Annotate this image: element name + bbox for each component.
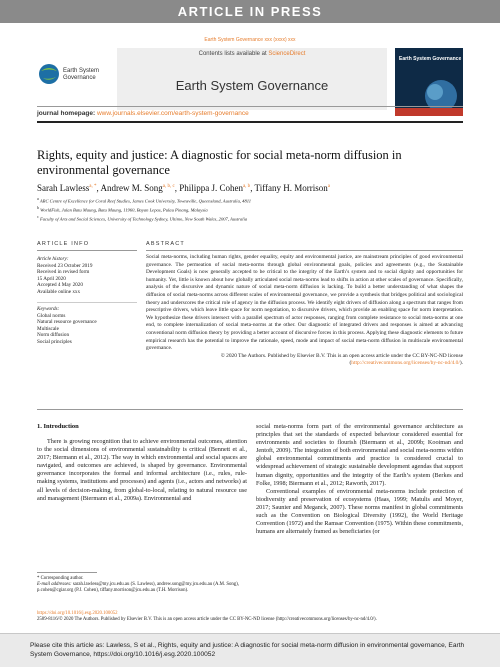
cover-title: Earth System Governance: [399, 56, 462, 62]
article-in-press-banner: ARTICLE IN PRESS: [0, 0, 500, 23]
keyword: Social principles: [37, 338, 72, 345]
keywords-rule: [37, 302, 137, 303]
author-2-marks[interactable]: a, b, c: [162, 184, 175, 189]
globe-logo-icon: [37, 54, 107, 110]
keywords: [37, 306, 137, 346]
footnote-rule: [37, 572, 97, 573]
intro-left-column: [37, 438, 247, 503]
author-1: Sarah Lawless: [37, 183, 90, 193]
keyword: Global norms: [37, 312, 66, 319]
journal-logo: [37, 54, 107, 110]
intro-paragraph: social meta-norms form part of the environmental governance architecture as principles that set the standards of expected behaviour considered essential for environments and societies to flourish (Biermann et al., 2009b; Kooiman and Jentoft, 2009). The integration of both environmental and social meta-norms within global environmental commitments and practice is considered crucial to widespread achievement of strategic sustainable development agendas that support human dignity, opportunities and the integrity of the Earth’s system (Berkes and Folke, 1998; Biermann et al., 2012; Raworth, 2017).: [256, 423, 463, 487]
introduction-heading: 1. Introduction: [37, 423, 79, 430]
keyword: Natural resource governance: [37, 319, 97, 326]
contents-available: [117, 51, 387, 57]
footnote: [37, 576, 247, 595]
masthead-center: [117, 48, 387, 110]
citation-box: [0, 633, 500, 667]
homepage-link[interactable]: www.journals.elsevier.com/earth-system-governance: [96, 110, 249, 117]
history-item: 15 April 2020: [37, 275, 66, 282]
masthead-divider: [37, 106, 463, 107]
affiliation-b: $^b$ WorldFish, Jalan Batu Maung, Batu Maung, 11960, Bayan Lepas, Pulau Pinang, Malaysia: [37, 205, 208, 213]
keyword: Norm diffusion: [37, 332, 70, 339]
abstract-rule: [146, 250, 463, 251]
doi-link[interactable]: https://doi.org/10.1016/j.esg.2020.100052: [37, 611, 118, 616]
doi-block: [37, 611, 463, 624]
abstract-heading: ABSTRACT: [146, 241, 185, 247]
intro-paragraph: Conventional examples of environmental meta-norms include protection of biodiversity and preservation of ecosystems (Haas, 1999; Matulis and Moyer, 2017; Saunier and Meganck, 2007). These norms manifest in global commitments such as the Convention on Biological Diversity (1992), the World Heritage Convention (1972) and the Ramsar Convention (1975). Within these commitments, humans are alternately framed as beneficiaries (or: [256, 487, 463, 536]
author-4-marks[interactable]: a: [327, 184, 331, 189]
affiliation-a: $^a$ ARC Centre of Excellence for Coral Reef Studies, James Cook University, Townsville, Queensland, Australia, 4811: [37, 196, 252, 204]
article-history: [37, 256, 137, 296]
homepage-label: journal homepage:: [37, 110, 96, 117]
history-label: Article history:: [37, 256, 69, 262]
journal-id-line: Earth System Governance xxx (xxxx) xxx: [204, 37, 296, 43]
affiliation-c: $^c$ Faculty of Arts and Social Sciences, University of Technology Sydney, Ultimo, New South Wales, 2007, Australia: [37, 214, 248, 222]
author-3: Philippa J. Cohen: [179, 183, 243, 193]
keyword: Multiscale: [37, 325, 59, 332]
journal-homepage-line: [37, 110, 463, 117]
history-item: Available online xxx: [37, 288, 81, 295]
corresponding-author: * Corresponding author.: [37, 576, 84, 581]
available-prefix: Contents lists available at: [198, 51, 269, 57]
logo-text-line2: Governance: [63, 75, 96, 81]
abstract-copyright: © 2020 The Authors. Published by Elsevier B.V. This is an open access article under the CC BY-NC-ND license (http://creativecommons.org/licenses/by-nc-nd/4.0/).: [220, 352, 463, 367]
abstract-bottom-rule: [37, 409, 463, 410]
email-addresses: E-mail addresses: sarah.lawless@my.jcu.edu.au (S. Lawless), andrew.song@my.jcu.edu.au (A.M. Song), p.cohen@cgiar.org (P.J. Cohen), tiffany.morrison@jcu.edu.au (T.H. Morrison).: [37, 582, 239, 594]
author-list: Sarah Lawless$^{a, *}$, Andrew M. Song$^{a, b, c}$, Philippa J. Cohen$^{a, b}$, Tiffany H. Morrison$^a$: [37, 183, 331, 193]
header-rule: [37, 121, 463, 123]
citation-text: Please cite this article as: Lawless, S et al., Rights, equity and justice: A diagnostic for social meta-norm diffusion in environmental governance, Earth System Governance, https://doi.org/10.1016/j.esg.2020.100052: [30, 642, 465, 658]
license-line: 2589-8116/© 2020 The Authors. Published by Elsevier B.V. This is an open access article under the CC BY-NC-ND license (http://creativecommons.org/licenses/by-nc-nd/4.0/).: [37, 617, 377, 623]
article-info-heading: ARTICLE INFO: [37, 241, 90, 247]
author-4: Tiffany H. Morrison: [254, 183, 328, 193]
license-link[interactable]: http://creativecommons.org/licenses/by-nc-nd/4.0/: [351, 360, 460, 367]
affiliations: [37, 196, 463, 223]
author-2: Andrew M. Song: [100, 183, 163, 193]
author-1-marks[interactable]: a, *: [89, 184, 97, 189]
article-info-rule: [37, 250, 137, 251]
sciencedirect-link[interactable]: ScienceDirect: [268, 51, 306, 57]
abstract-paragraph: Social meta-norms, including human rights, gender equality, equity and environmental justice, are mainstream principles of good environmental governance. The permeation of social meta-norms through global environmental goals, policies and agreements (e.g., the Sustainable Development Goals) is now generally accepted to be critical to the integrity of the Earth’s system and to social dignity and opportunities for humanity. Yet, little is known about how globally articulated social meta-norms lead to shifts in action at other scales of governance. Specifically, analysis of the discursive and dynamic nature of social meta-norm diffusion is lacking. To build a better understanding of what shapes the diffusion of social meta-norms across different scales of environmental governance, we provide a synthesis that bridges political and sociological theory and underscores the critical role of agency in the diffusion process. We identify eight drivers of diffusion along a spectrum that ranges from prescriptive drivers, which leave little space for norm negotiation, to discursive drivers, which provide an enabling space for norm interpretation. We hypothesize these drivers intersect with a parallel spectrum of actor responses, ranging from complete resistance to social meta-norms at one end, to complete internalization of social meta-norms at the other. Our diagnostic of integrated drivers and responses is aimed at advancing conventional norm diffusion theory by providing a better account of discursive forces in this process. Applying these diagnostic elements to future empirical research has the potential to improve the rationale, speed, mode and impact of social meta-norm diffusion in multiscale environmental governance.: [146, 254, 463, 352]
history-item: Accepted 4 May 2020: [37, 282, 83, 289]
history-item: Received in revised form: [37, 269, 90, 276]
abstract-body: [146, 254, 463, 368]
history-item: Received 23 October 2019: [37, 262, 93, 269]
author-3-marks[interactable]: a, b: [242, 184, 251, 189]
logo-text-line1: Earth System: [63, 68, 100, 74]
intro-right-column: [256, 423, 463, 536]
journal-name: Earth System Governance: [175, 78, 329, 93]
keywords-label: Keywords:: [37, 306, 60, 312]
intro-paragraph: There is growing recognition that to achieve environmental outcomes, attention to the social dimensions of environmental sustainability is critical (Bennett et al., 2017; Biermann et al., 2012). The way in which environmental and social spaces are navigated, and outcomes are achieved, is shaped by governance. Environmental governance incorporates the formal and informal architecture (i.e., rules, rule-making systems, institutions and processes) and agents (i.e., actors and networks) at all levels of decision-making, from global-to-local, relating to natural resource use and management (Biermann et al., 2009a). Environmental and: [37, 438, 247, 502]
article-title: Rights, equity and justice: A diagnostic for social meta-norm diffusion in environmental governance: [37, 148, 402, 177]
